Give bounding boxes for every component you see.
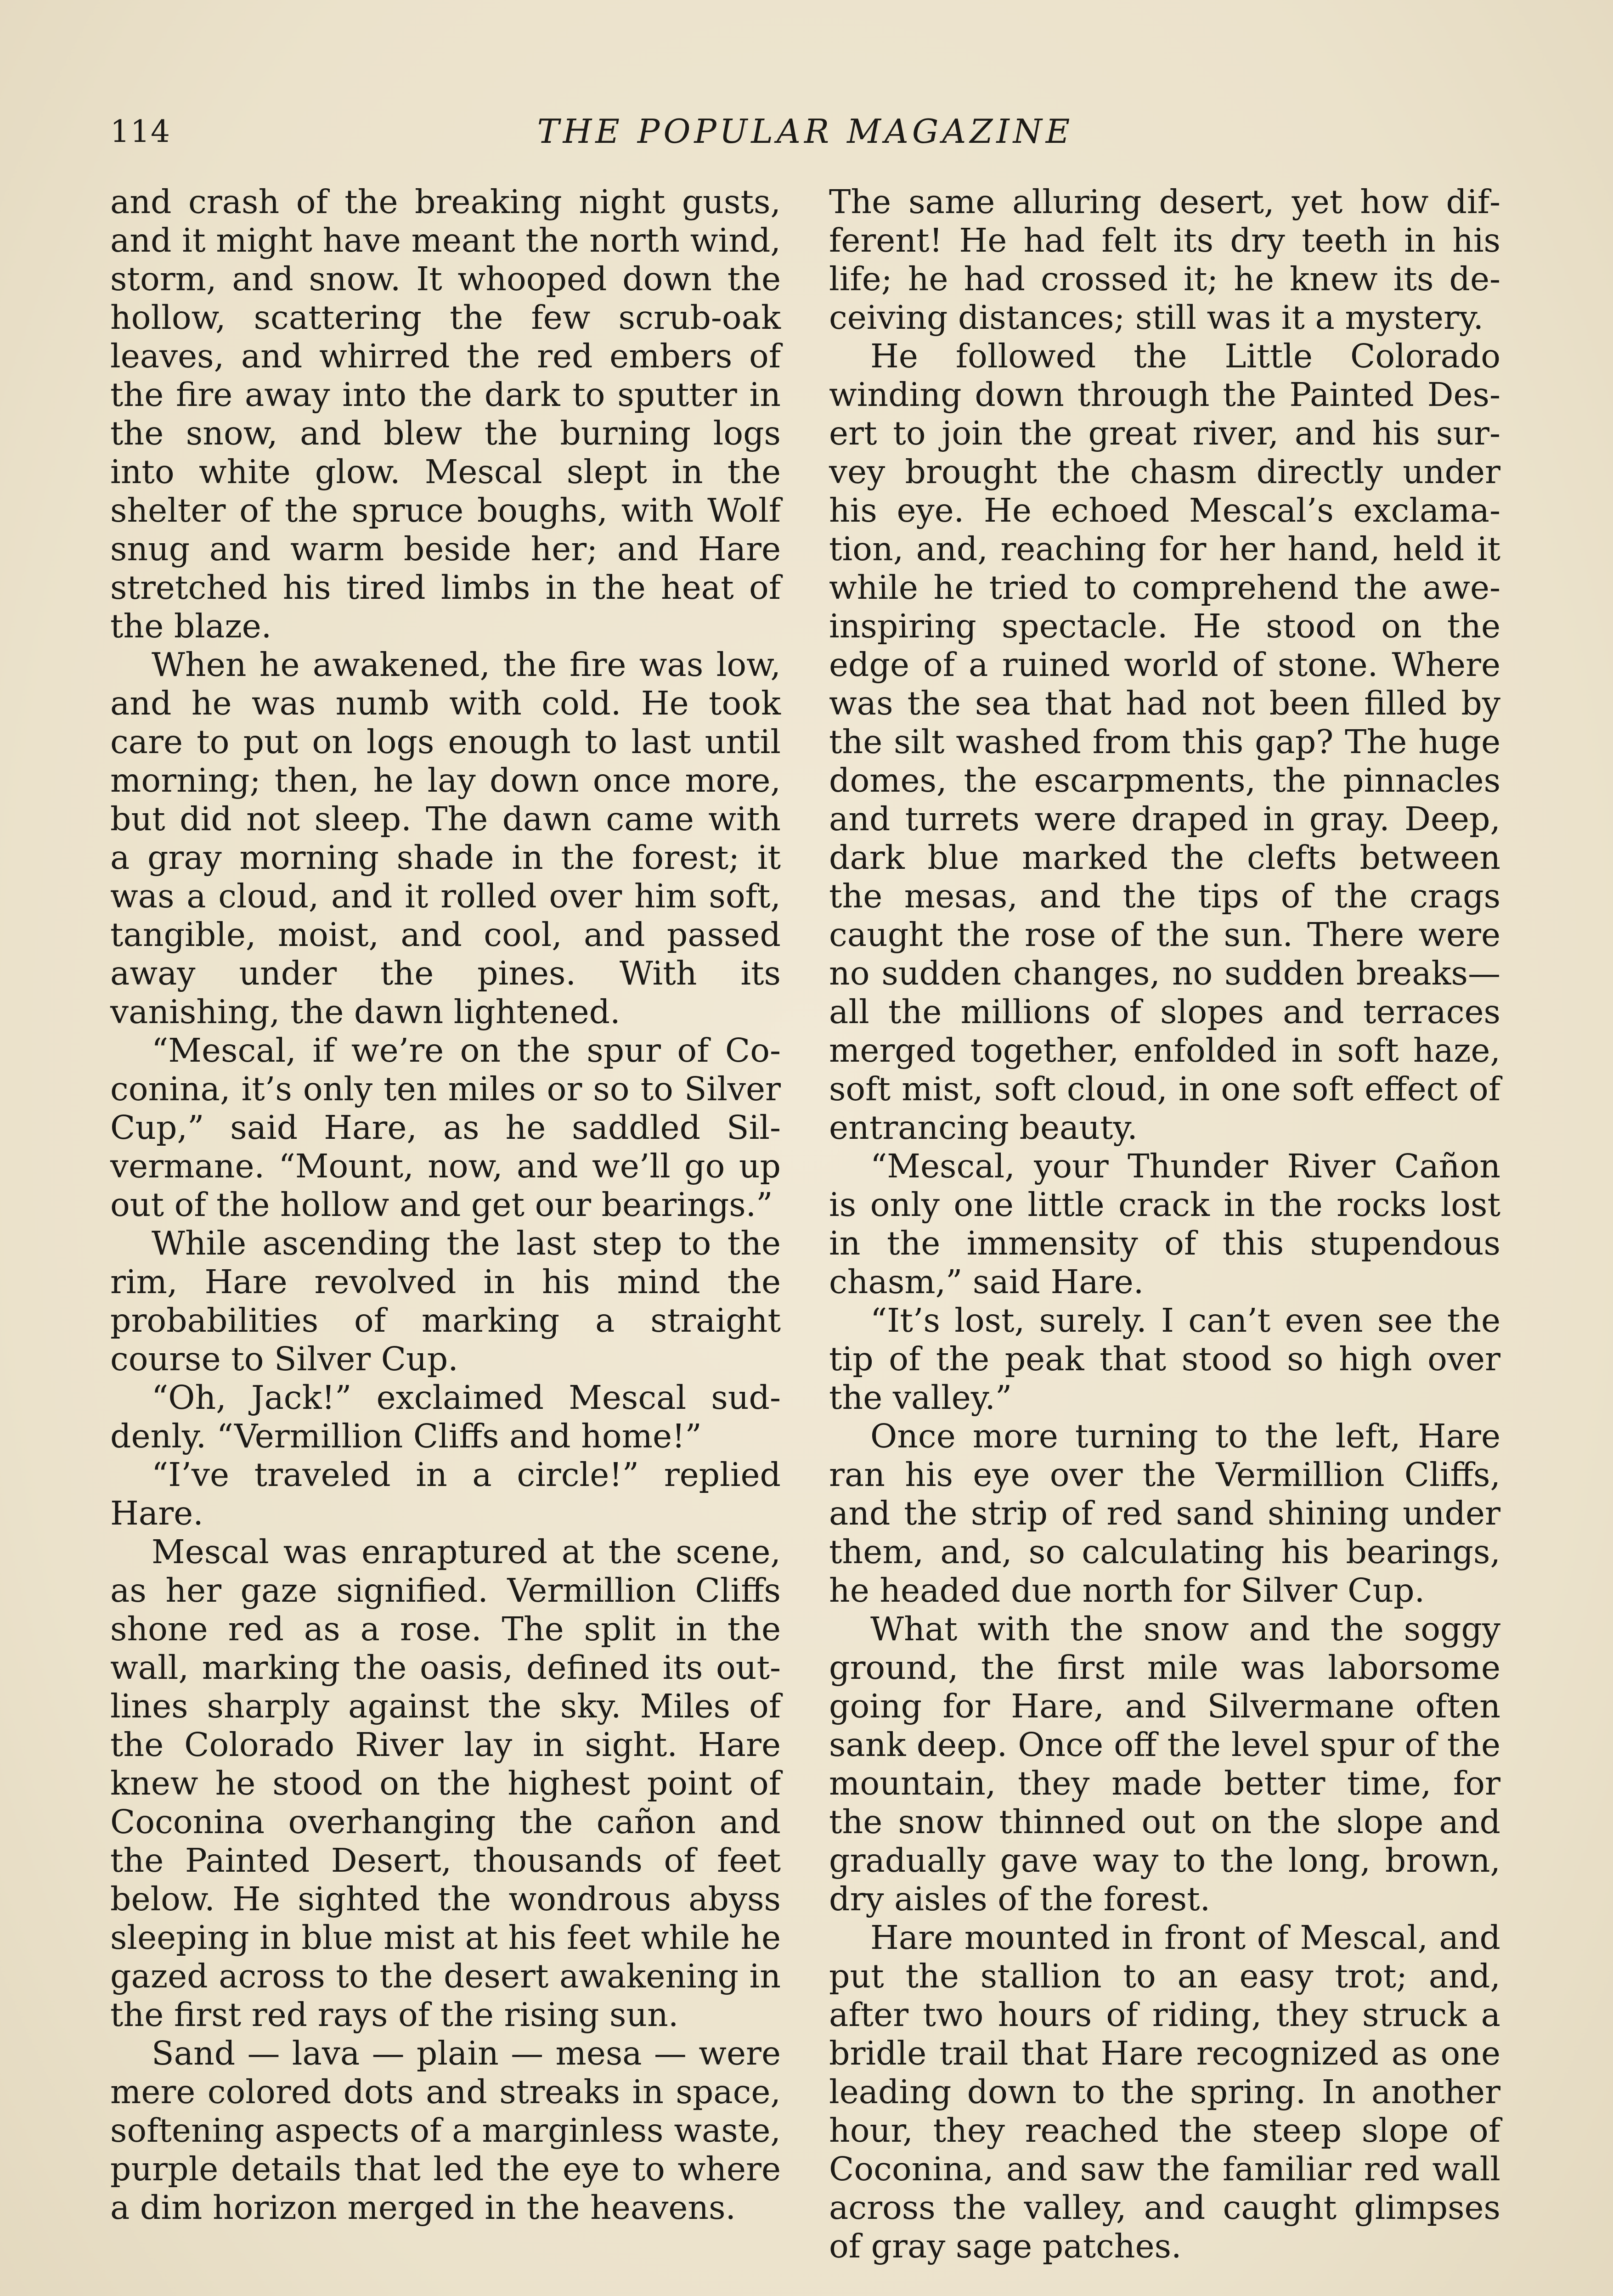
paragraph: “I’ve traveled in a circle!” replied Hare. — [110, 1456, 781, 1532]
right-column — [829, 183, 1500, 2266]
paragraph: The same alluring desert, yet how different! He had felt its dry teeth in his life; he had crossed it; he knew its deceiving distances; still was it a mystery. — [829, 183, 1500, 337]
page-header — [110, 106, 1500, 161]
magazine-title: THE POPULAR MAGAZINE — [537, 112, 1074, 151]
paragraph: Hare mounted in front of Mescal, and put the stallion to an easy trot; and, after two hours of riding, they struck a bridle trail that Hare recognized as one leading down to the spring. In another hour, they reached the steep slope of Coconina, and saw the familiar red wall across the valley, and caught glimpses of gray sage patches. — [829, 1919, 1500, 2265]
paragraph: “Mescal, if we’re on the spur of Coconina, it’s only ten miles or so to Silver Cup,” said Hare, as he saddled Silvermane. “Mount, now, and we’ll go up out of the hollow and get our bearings.” — [110, 1031, 781, 1224]
paragraph: He followed the Little Colorado winding down through the Painted Desert to join the great river, and his survey brought the chasm directly under his eye. He echoed Mescal’s exclamation, and, reaching for her hand, held it while he tried to comprehend the awe-inspiring spectacle. He stood on the edge of a ruined world of stone. Where was the sea that had not been filled by the silt washed from this gap? The huge domes, the escarpments, the pinnacles and turrets were draped in gray. Deep, dark blue marked the clefts between the mesas, and the tips of the crags caught the rose of the sun. There were no sudden changes, no sudden breaks—all the millions of slopes and terraces merged together, enfolded in soft haze, soft mist, soft cloud, in one soft effect of entrancing beauty. — [829, 337, 1500, 1147]
left-column — [110, 183, 781, 2227]
paragraph: “It’s lost, surely. I can’t even see the tip of the peak that stood so high over the valley.” — [829, 1301, 1500, 1417]
paragraph: “Mescal, your Thunder River Cañon is only one little crack in the rocks lost in the immensity of this stupendous chasm,” said Hare. — [829, 1147, 1500, 1301]
paragraph: Once more turning to the left, Hare ran his eye over the Vermillion Cliffs, and the strip of red sand shining under them, and, so calculating his bearings, he headed due north for Silver Cup. — [829, 1417, 1500, 1609]
paragraph: and crash of the breaking night gusts, and it might have meant the north wind, storm, and snow. It whooped down the hollow, scattering the few scrub-oak leaves, and whirred the red embers of the fire away into the dark to sputter in the snow, and blew the burning logs into white glow. Mescal slept in the shelter of the spruce boughs, with Wolf snug and warm beside her; and Hare stretched his tired limbs in the heat of the blaze. — [110, 183, 781, 645]
paragraph: “Oh, Jack!” exclaimed Mescal suddenly. “Vermillion Cliffs and home!” — [110, 1379, 781, 1455]
paragraph: While ascending the last step to the rim, Hare revolved in his mind the probabilities of marking a straight course to Silver Cup. — [110, 1224, 781, 1378]
paragraph: Mescal was enraptured at the scene, as her gaze signified. Vermillion Cliffs shone red as a rose. The split in the wall, marking the oasis, defined its outlines sharply against the sky. Miles of the Colorado River lay in sight. Hare knew he stood on the highest point of Coconina overhanging the cañon and the Painted Desert, thousands of feet below. He sighted the wondrous abyss sleeping in blue mist at his feet while he gazed across to the desert awakening in the first red rays of the rising sun. — [110, 1533, 781, 2034]
paragraph: Sand — lava — plain — mesa — were mere colored dots and streaks in space, softening aspects of a marginless waste, purple details that led the eye to where a dim horizon merged in the heavens. — [110, 2034, 781, 2227]
paragraph: What with the snow and the soggy ground, the first mile was laborsome going for Hare, and Silvermane often sank deep. Once off the level spur of the mountain, they made better time, for the snow thinned out on the slope and gradually gave way to the long, brown, dry aisles of the forest. — [829, 1610, 1500, 1918]
page-number: 114 — [110, 114, 171, 149]
paragraph: When he awakened, the fire was low, and he was numb with cold. He took care to put on logs enough to last until morning; then, he lay down once more, but did not sleep. The dawn came with a gray morning shade in the forest; it was a cloud, and it rolled over him soft, tangible, moist, and cool, and passed away under the pines. With its vanishing, the dawn lightened. — [110, 646, 781, 1031]
